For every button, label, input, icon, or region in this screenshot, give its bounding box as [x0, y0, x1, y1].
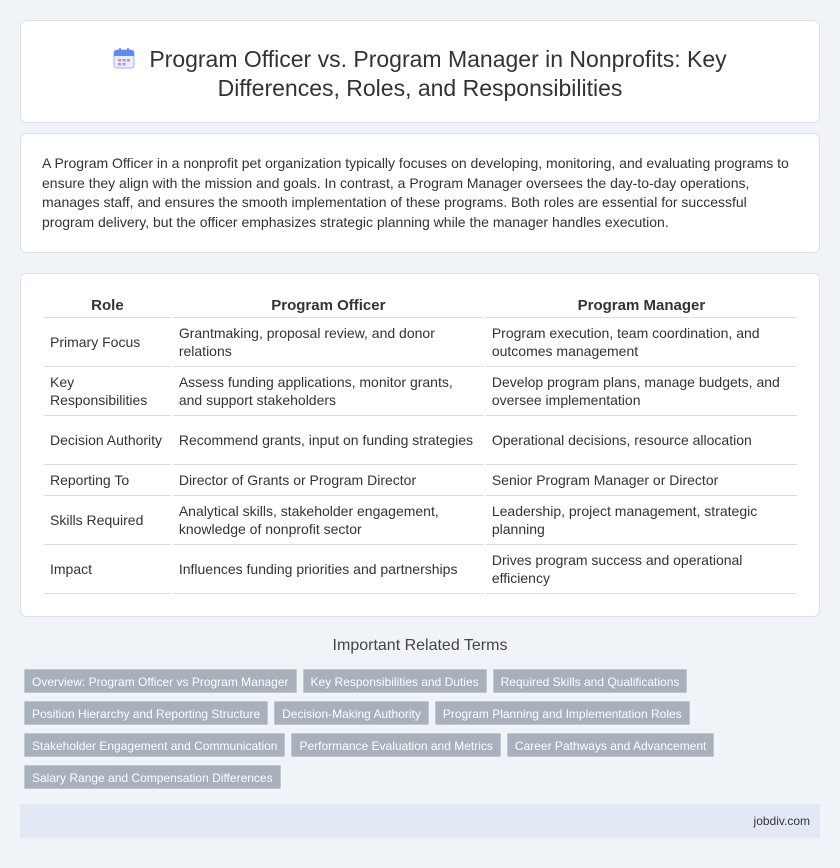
intro-card	[20, 133, 820, 253]
tag-row	[24, 701, 724, 733]
table-cell-role: Decision Authority	[44, 416, 171, 465]
table-cell-officer: Analytical skills, stakeholder engagement, knowledge of nonprofit sector	[173, 496, 484, 545]
related-term-tag[interactable]: Required Skills and Qualifications	[493, 669, 688, 693]
related-terms-title: Important Related Terms	[332, 637, 508, 654]
related-term-tag[interactable]: Program Planning and Implementation Roles	[435, 701, 690, 725]
table-cell-role: Primary Focus	[44, 318, 171, 367]
related-terms-tags	[24, 669, 724, 797]
column-header: Program Officer	[173, 296, 484, 318]
table-row	[44, 416, 797, 465]
tag-row	[24, 765, 724, 797]
page-title-wrap	[21, 45, 819, 103]
related-term-tag[interactable]: Decision-Making Authority	[274, 701, 429, 725]
related-term-tag[interactable]: Overview: Program Officer vs Program Manager	[24, 669, 297, 693]
table-cell-manager: Program execution, team coordination, and outcomes management	[486, 318, 797, 367]
table-cell-role: Reporting To	[44, 465, 171, 496]
calendar-icon	[113, 47, 135, 69]
column-header: Role	[44, 296, 171, 318]
page-title: Program Officer vs. Program Manager in Nonprofits: Key Differences, Roles, and Responsibilities	[149, 46, 727, 101]
related-term-tag[interactable]: Salary Range and Compensation Differences	[24, 765, 281, 789]
intro-paragraph: A Program Officer in a nonprofit pet organization typically focuses on developing, monitoring, and evaluating programs to ensure they align with the mission and goals. In contrast, a Program Manager oversees the day-to-day operations, manages staff, and ensures the smooth implementation of these programs. Both roles are essential for successful program delivery, but the officer emphasizes strategic planning while the manager handles execution.	[42, 155, 789, 230]
comparison-table	[42, 296, 799, 594]
column-header: Program Manager	[486, 296, 797, 318]
table-row	[44, 367, 797, 416]
table-cell-manager: Drives program success and operational efficiency	[486, 545, 797, 594]
table-row	[44, 496, 797, 545]
table-cell-role: Impact	[44, 545, 171, 594]
tag-row	[24, 733, 724, 765]
table-row	[44, 318, 797, 367]
table-cell-manager: Develop program plans, manage budgets, and oversee implementation	[486, 367, 797, 416]
comparison-card	[20, 273, 820, 617]
table-cell-officer: Recommend grants, input on funding strategies	[173, 416, 484, 465]
table-cell-officer: Assess funding applications, monitor grants, and support stakeholders	[173, 367, 484, 416]
table-cell-role: Key Responsibilities	[44, 367, 171, 416]
related-term-tag[interactable]: Key Responsibilities and Duties	[303, 669, 487, 693]
footer-site-link[interactable]: jobdiv.com	[753, 814, 810, 828]
title-card	[20, 20, 820, 123]
related-term-tag[interactable]: Performance Evaluation and Metrics	[291, 733, 500, 757]
table-cell-officer: Grantmaking, proposal review, and donor relations	[173, 318, 484, 367]
table-row	[44, 545, 797, 594]
table-cell-manager: Senior Program Manager or Director	[486, 465, 797, 496]
table-row	[44, 465, 797, 496]
related-term-tag[interactable]: Position Hierarchy and Reporting Structure	[24, 701, 268, 725]
table-header-row	[44, 296, 797, 318]
table-cell-officer: Influences funding priorities and partnerships	[173, 545, 484, 594]
tag-row	[24, 669, 724, 701]
table-cell-role: Skills Required	[44, 496, 171, 545]
table-cell-manager: Leadership, project management, strategic planning	[486, 496, 797, 545]
table-cell-manager: Operational decisions, resource allocation	[486, 416, 797, 465]
related-term-tag[interactable]: Stakeholder Engagement and Communication	[24, 733, 285, 757]
footer	[20, 804, 820, 838]
related-term-tag[interactable]: Career Pathways and Advancement	[507, 733, 714, 757]
table-cell-officer: Director of Grants or Program Director	[173, 465, 484, 496]
